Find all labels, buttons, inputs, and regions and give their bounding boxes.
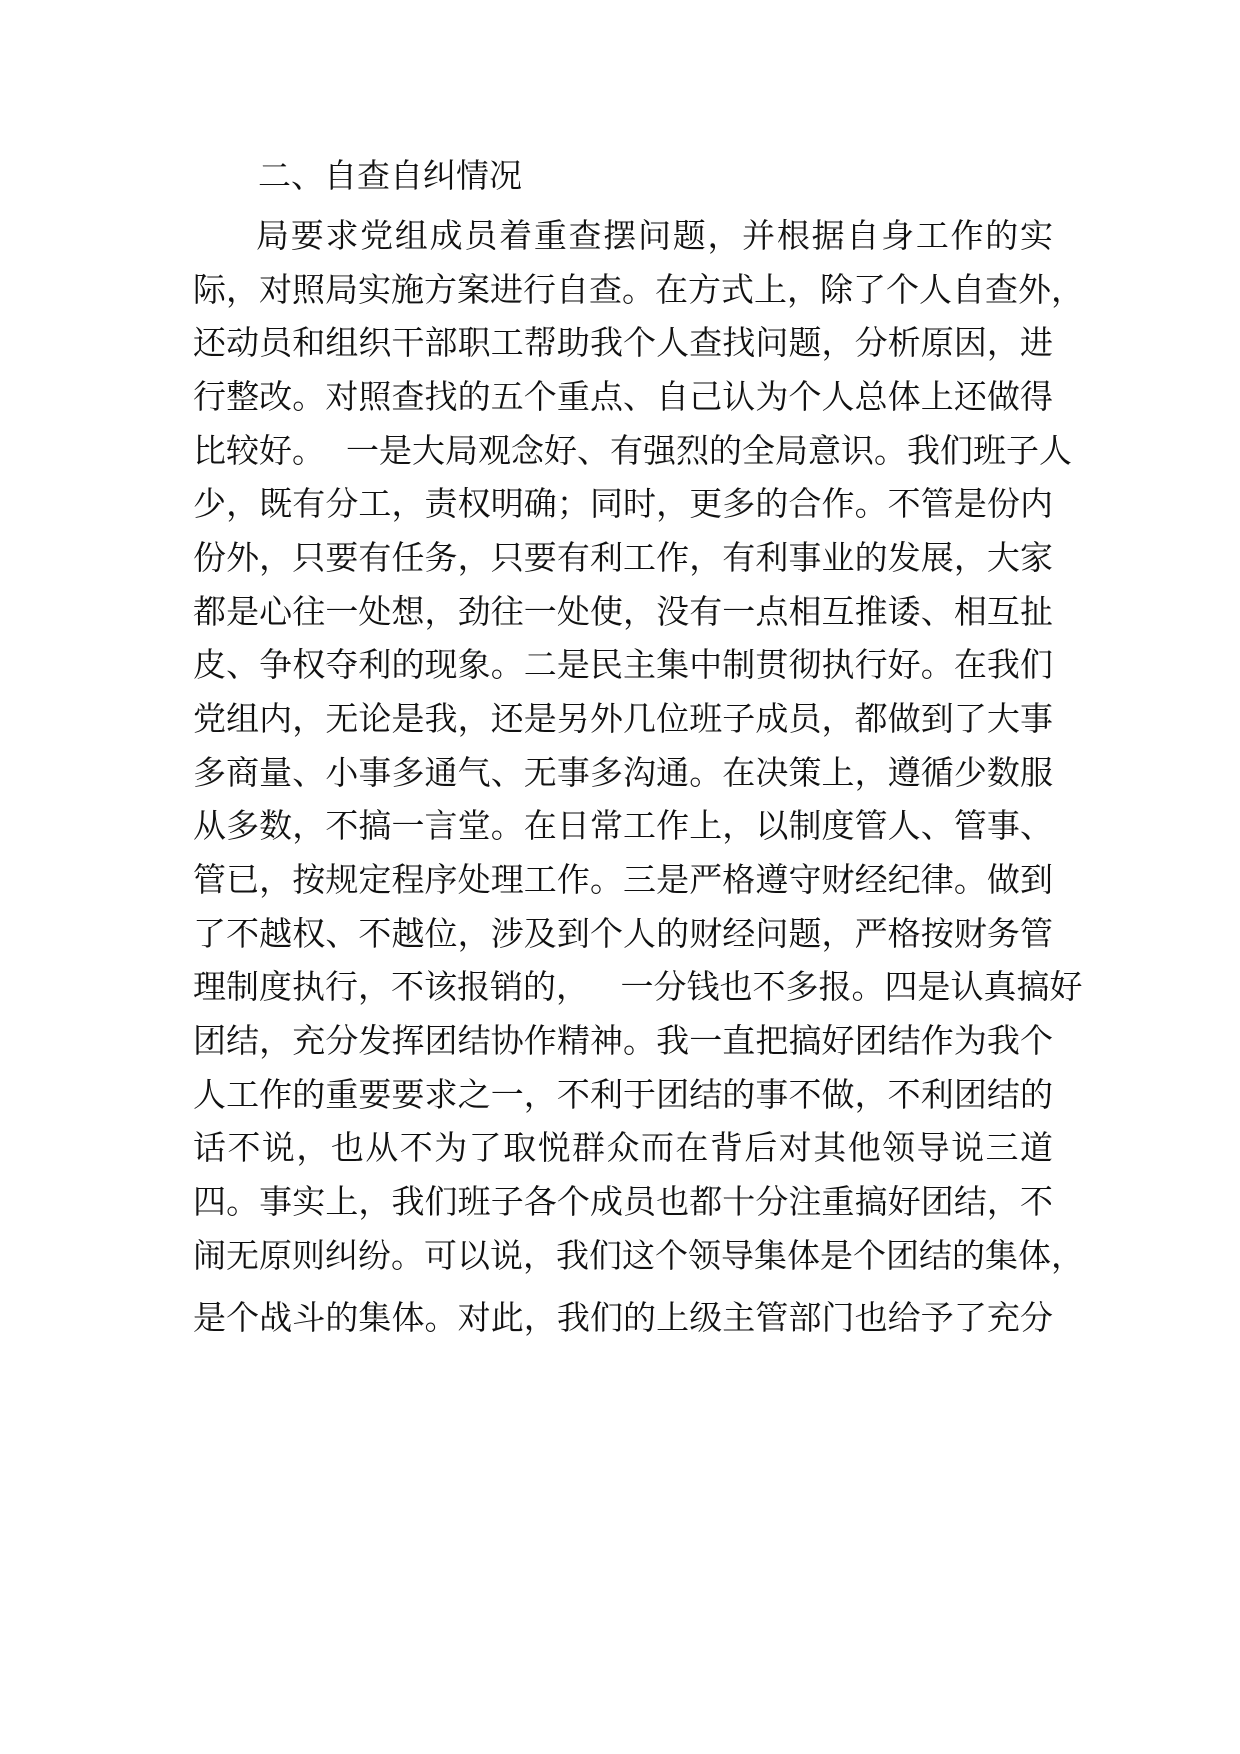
paragraph-line: 都是心往一处想，劲往一处使，没有一点相互推诿、相互扯	[193, 592, 1053, 631]
paragraph-line: 际，对照局实施方案进行自查。在方式上，除了个人自查外，	[193, 270, 1084, 309]
paragraph-line: 闹无原则纠纷。可以说，我们这个领导集体是个团结的集体，	[193, 1236, 1084, 1275]
paragraph-line: 话不说，也从不为了取悦群众而在背后对其他领导说三道	[193, 1128, 1053, 1167]
paragraph-line: 比较好。 一是大局观念好、有强烈的全局意识。我们班子人	[193, 431, 1072, 470]
section-heading: 二、自查自纠情况	[258, 156, 522, 195]
paragraph-line: 局要求党组成员着重查摆问题，并根据自身工作的实	[256, 216, 1053, 255]
paragraph-line: 还动员和组织干部职工帮助我个人查找问题，分析原因，进	[193, 323, 1053, 362]
paragraph-line: 了不越权、不越位，涉及到个人的财经问题，严格按财务管	[193, 914, 1053, 953]
paragraph-line: 党组内，无论是我，还是另外几位班子成员，都做到了大事	[193, 699, 1053, 738]
paragraph-line: 人工作的重要要求之一，不利于团结的事不做，不利团结的	[193, 1075, 1053, 1114]
paragraph-line: 团结，充分发挥团结协作精神。我一直把搞好团结作为我个	[193, 1021, 1053, 1060]
paragraph-line: 管已，按规定程序处理工作。三是严格遵守财经纪律。做到	[193, 860, 1053, 899]
paragraph-line: 行整改。对照查找的五个重点、自己认为个人总体上还做得	[193, 377, 1053, 416]
paragraph-line: 份外，只要有任务，只要有利工作，有利事业的发展，大家	[193, 538, 1053, 577]
paragraph-line: 皮、争权夺利的现象。二是民主集中制贯彻执行好。在我们	[193, 645, 1053, 684]
paragraph-line: 从多数，不搞一言堂。在日常工作上，以制度管人、管事、	[193, 806, 1053, 845]
paragraph-line: 是个战斗的集体。对此，我们的上级主管部门也给予了充分	[193, 1298, 1053, 1337]
paragraph-line: 四。事实上，我们班子各个成员也都十分注重搞好团结，不	[193, 1182, 1053, 1221]
paragraph-line: 多商量、小事多通气、无事多沟通。在决策上，遵循少数服	[193, 753, 1053, 792]
paragraph-line: 少，既有分工，责权明确；同时，更多的合作。不管是份内	[193, 484, 1053, 523]
paragraph-line: 理制度执行，不该报销的， 一分钱也不多报。四是认真搞好	[193, 967, 1083, 1006]
